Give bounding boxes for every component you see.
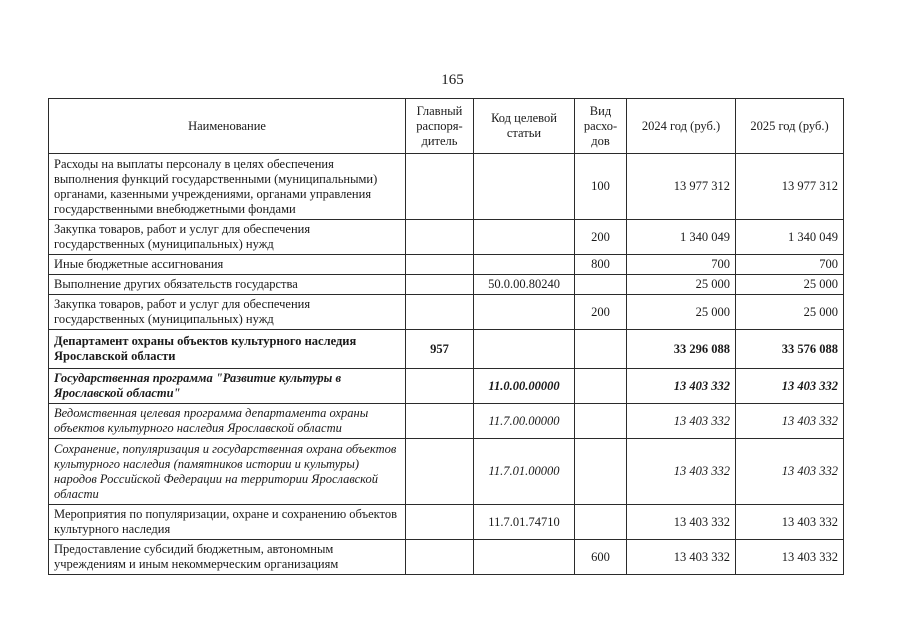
row-amount-2024: 13 403 332	[627, 540, 736, 575]
row-code: 50.0.00.80240	[474, 275, 575, 295]
row-code	[474, 295, 575, 330]
row-name: Выполнение других обязательств государства	[49, 275, 406, 295]
row-code	[474, 154, 575, 220]
budget-table	[48, 98, 844, 575]
row-code: 11.7.00.00000	[474, 404, 575, 439]
row-name: Расходы на выплаты персоналу в целях обеспечения выполнения функций государственными (муниципальными) органами, казенными учреждениями, органами управления государственными внебюджетными фондами	[49, 154, 406, 220]
table-row	[49, 154, 844, 220]
row-code	[474, 330, 575, 369]
table-row	[49, 275, 844, 295]
row-expense-type: 200	[575, 220, 627, 255]
row-amount-2024: 13 977 312	[627, 154, 736, 220]
table-row	[49, 295, 844, 330]
row-expense-type	[575, 439, 627, 505]
row-name: Государственная программа "Развитие культуры в Ярославской области"	[49, 369, 406, 404]
row-amount-2024: 700	[627, 255, 736, 275]
row-code	[474, 220, 575, 255]
row-name: Закупка товаров, работ и услуг для обеспечения государственных (муниципальных) нужд	[49, 220, 406, 255]
row-amount-2025: 25 000	[736, 295, 844, 330]
header-2024: 2024 год (руб.)	[627, 99, 736, 154]
row-expense-type	[575, 404, 627, 439]
table-row	[49, 505, 844, 540]
row-amount-2025: 13 403 332	[736, 540, 844, 575]
row-name: Департамент охраны объектов культурного наследия Ярославской области	[49, 330, 406, 369]
row-amount-2025: 13 977 312	[736, 154, 844, 220]
row-manager	[406, 154, 474, 220]
row-amount-2025: 13 403 332	[736, 369, 844, 404]
row-manager	[406, 220, 474, 255]
row-code: 11.0.00.00000	[474, 369, 575, 404]
row-manager	[406, 439, 474, 505]
header-name: Наименование	[49, 99, 406, 154]
header-2025: 2025 год (руб.)	[736, 99, 844, 154]
row-manager	[406, 275, 474, 295]
row-name: Закупка товаров, работ и услуг для обеспечения государственных (муниципальных) нужд	[49, 295, 406, 330]
table-row	[49, 439, 844, 505]
row-amount-2024: 13 403 332	[627, 404, 736, 439]
table-row	[49, 404, 844, 439]
header-code: Код целевой статьи	[474, 99, 575, 154]
row-code	[474, 540, 575, 575]
row-manager	[406, 404, 474, 439]
row-amount-2025: 13 403 332	[736, 439, 844, 505]
row-expense-type: 800	[575, 255, 627, 275]
row-amount-2025: 25 000	[736, 275, 844, 295]
row-expense-type	[575, 369, 627, 404]
table-row	[49, 255, 844, 275]
row-name: Предоставление субсидий бюджетным, автономным учреждениям и иным некоммерческим организациям	[49, 540, 406, 575]
row-amount-2024: 1 340 049	[627, 220, 736, 255]
table-header-row	[49, 99, 844, 154]
header-type: Вид расхо-дов	[575, 99, 627, 154]
row-name: Мероприятия по популяризации, охране и сохранению объектов культурного наследия	[49, 505, 406, 540]
row-expense-type: 200	[575, 295, 627, 330]
row-manager	[406, 505, 474, 540]
row-expense-type	[575, 330, 627, 369]
table-row	[49, 220, 844, 255]
row-name: Иные бюджетные ассигнования	[49, 255, 406, 275]
row-expense-type: 600	[575, 540, 627, 575]
row-code	[474, 255, 575, 275]
row-name: Сохранение, популяризация и государственная охрана объектов культурного наследия (памятников истории и культуры) народов Российской Федерации на территории Ярославской области	[49, 439, 406, 505]
row-manager: 957	[406, 330, 474, 369]
table-row	[49, 330, 844, 369]
row-code: 11.7.01.00000	[474, 439, 575, 505]
row-amount-2025: 1 340 049	[736, 220, 844, 255]
row-amount-2024: 13 403 332	[627, 439, 736, 505]
row-amount-2025: 13 403 332	[736, 505, 844, 540]
row-amount-2024: 25 000	[627, 295, 736, 330]
row-expense-type	[575, 275, 627, 295]
header-manager: Главный распоря-дитель	[406, 99, 474, 154]
table-row	[49, 369, 844, 404]
row-expense-type	[575, 505, 627, 540]
row-amount-2025: 700	[736, 255, 844, 275]
table-row	[49, 540, 844, 575]
row-amount-2024: 33 296 088	[627, 330, 736, 369]
page-number: 165	[441, 72, 464, 88]
row-amount-2024: 13 403 332	[627, 369, 736, 404]
row-amount-2024: 13 403 332	[627, 505, 736, 540]
row-amount-2025: 13 403 332	[736, 404, 844, 439]
row-amount-2025: 33 576 088	[736, 330, 844, 369]
row-manager	[406, 369, 474, 404]
row-code: 11.7.01.74710	[474, 505, 575, 540]
row-manager	[406, 540, 474, 575]
row-expense-type: 100	[575, 154, 627, 220]
row-amount-2024: 25 000	[627, 275, 736, 295]
row-manager	[406, 295, 474, 330]
row-name: Ведомственная целевая программа департамента охраны объектов культурного наследия Ярославской области	[49, 404, 406, 439]
row-manager	[406, 255, 474, 275]
